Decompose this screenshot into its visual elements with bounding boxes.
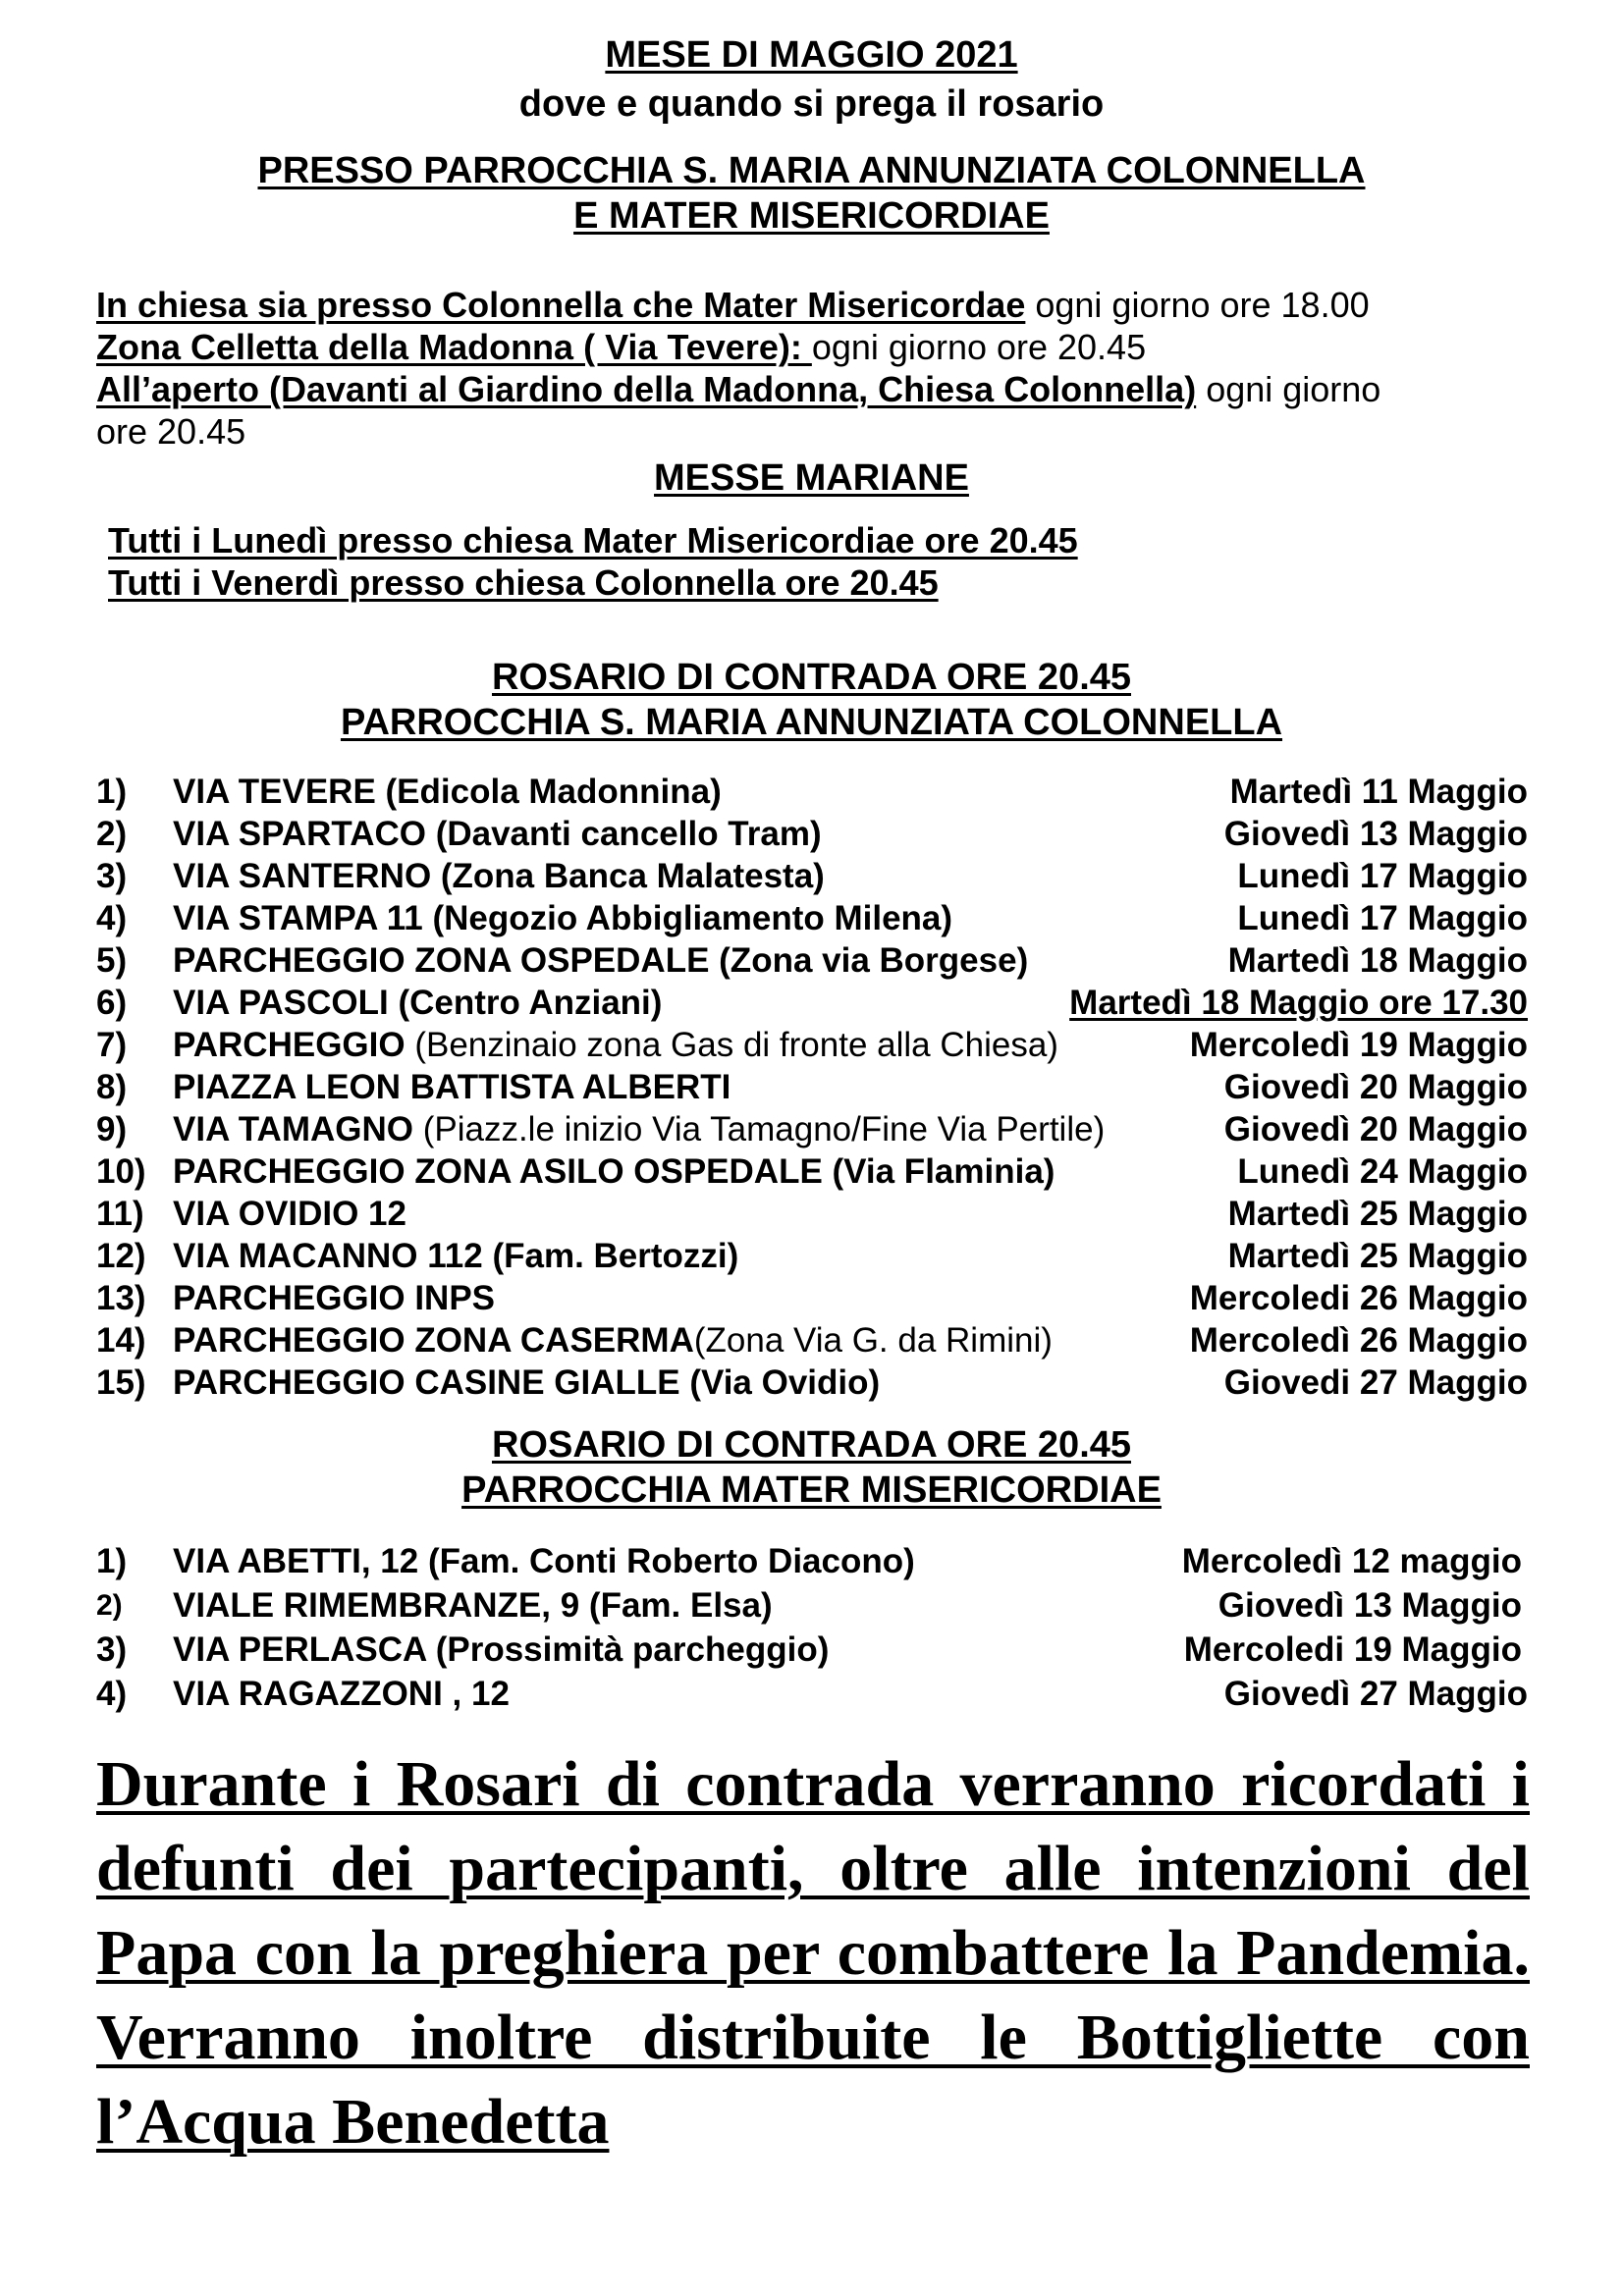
list-item: 9) VIA TAMAGNO (Piazz.le inizio Via Tamagno/Fine Via Pertile) Giovedì 20 Maggio	[96, 1110, 1528, 1148]
intro-line-1: In chiesa sia presso Colonnella che Mater Misericordae ogni giorno ore 18.00	[96, 285, 1370, 325]
parish-heading-line2: E MATER MISERICORDIAE	[573, 195, 1050, 237]
intro-line-3: All’aperto (Davanti al Giardino della Madonna, Chiesa Colonnella) ogni giorno	[96, 369, 1381, 409]
list-item: 14) PARCHEGGIO ZONA CASERMA(Zona Via G. da Rimini) Mercoledì 26 Maggio	[96, 1321, 1528, 1360]
list-item: 4) VIA RAGAZZONI , 12 Giovedì 27 Maggio	[96, 1675, 1528, 1713]
list-item: 3) VIA PERLASCA (Prossimità parcheggio) Mercoledi 19 Maggio	[96, 1630, 1522, 1669]
list-item: 11) VIA OVIDIO 12 Martedì 25 Maggio	[96, 1195, 1528, 1233]
list-item: 6) VIA PASCOLI (Centro Anziani) Martedì 18 Maggio ore 17.30	[96, 984, 1528, 1022]
list-item: 2) VIALE RIMEMBRANZE, 9 (Fam. Elsa) Giovedì 13 Maggio	[96, 1586, 1522, 1625]
list-item: 15) PARCHEGGIO CASINE GIALLE (Via Ovidio) Giovedi 27 Maggio	[96, 1363, 1528, 1402]
list-item: 10) PARCHEGGIO ZONA ASILO OSPEDALE (Via Flaminia) Lunedì 24 Maggio	[96, 1152, 1528, 1191]
messe-mariane-title: MESSE MARIANE	[654, 457, 969, 499]
list-item: 13) PARCHEGGIO INPS Mercoledi 26 Maggio	[96, 1279, 1528, 1317]
parish-heading-line1: PRESSO PARROCCHIA S. MARIA ANNUNZIATA COLONNELLA	[257, 150, 1366, 191]
list-item: 4) VIA STAMPA 11 (Negozio Abbigliamento Milena) Lunedì 17 Maggio	[96, 899, 1528, 937]
section2-title-line2: PARROCCHIA MATER MISERICORDIAE	[461, 1469, 1162, 1511]
section1-title-line1: ROSARIO DI CONTRADA ORE 20.45	[491, 657, 1132, 698]
list-item: 7) PARCHEGGIO (Benzinaio zona Gas di fronte alla Chiesa) Mercoledì 19 Maggio	[96, 1026, 1528, 1064]
messe-mariane-line-2: Tutti i Venerdì presso chiesa Colonnella ore 20.45	[108, 562, 939, 603]
messe-mariane-line-1: Tutti i Lunedì presso chiesa Mater Misericordiae ore 20.45	[108, 520, 1078, 561]
list-item: 1) VIA ABETTI, 12 (Fam. Conti Roberto Diacono) Mercoledì 12 maggio	[96, 1542, 1522, 1580]
closing-paragraph: Durante i Rosari di contrada verranno ricordati i defunti dei partecipanti, oltre alle intenzioni del Papa con la preghiera per combattere la Pandemia. Verranno inoltre distribuite le Bottigliette con l’Acqua Benedetta	[96, 1748, 1530, 2158]
intro-line-2: Zona Celletta della Madonna ( Via Tevere): ogni giorno ore 20.45	[96, 327, 1147, 367]
page-title: MESE DI MAGGIO 2021	[605, 34, 1018, 76]
list-item: 2) VIA SPARTACO (Davanti cancello Tram) Giovedì 13 Maggio	[96, 815, 1528, 853]
list-item: 8) PIAZZA LEON BATTISTA ALBERTI Giovedì 20 Maggio	[96, 1068, 1528, 1106]
list-item: 12) VIA MACANNO 112 (Fam. Bertozzi) Martedì 25 Maggio	[96, 1237, 1528, 1275]
list-item: 3) VIA SANTERNO (Zona Banca Malatesta) Lunedì 17 Maggio	[96, 857, 1528, 895]
page-subtitle: dove e quando si prega il rosario	[518, 83, 1105, 125]
section2-title-line1: ROSARIO DI CONTRADA ORE 20.45	[491, 1424, 1132, 1466]
section1-title-line2: PARROCCHIA S. MARIA ANNUNZIATA COLONNELLA	[340, 702, 1283, 743]
list-item: 1) VIA TEVERE (Edicola Madonnina) Martedì 11 Maggio	[96, 773, 1528, 811]
list-item: 5) PARCHEGGIO ZONA OSPEDALE (Zona via Borgese) Martedì 18 Maggio	[96, 941, 1528, 980]
intro-line-4: ore 20.45	[96, 411, 246, 452]
